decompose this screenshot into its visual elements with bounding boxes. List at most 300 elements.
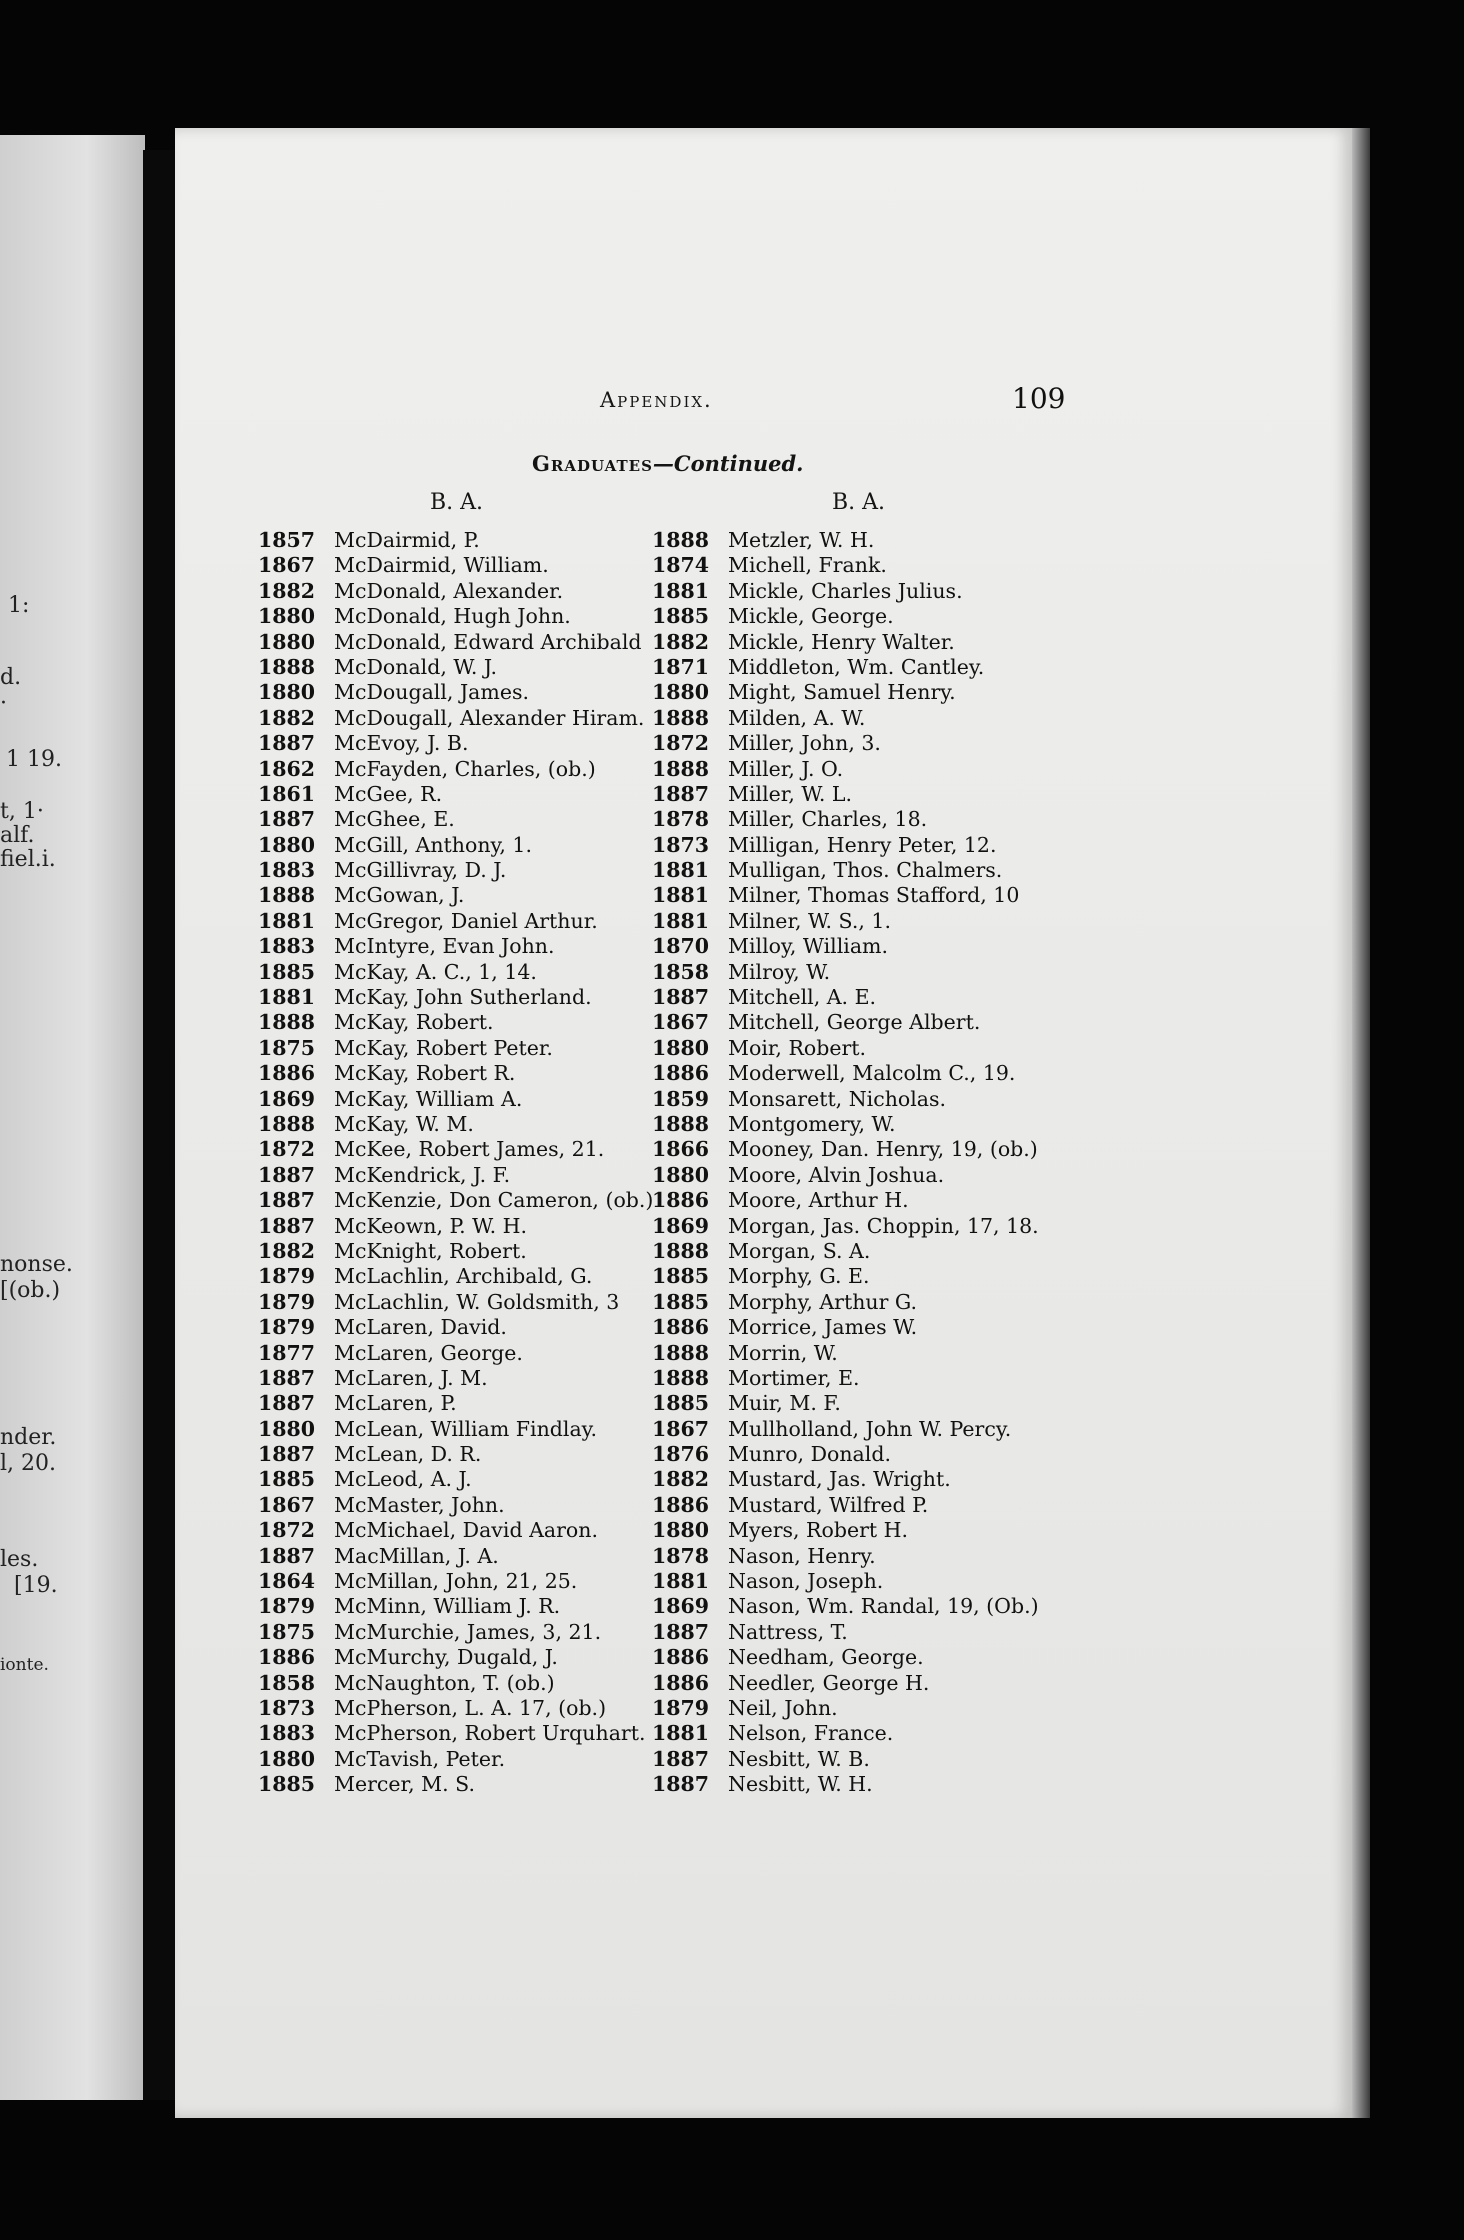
graduate-name: McPherson, L. A. 17, (ob.) — [334, 1695, 607, 1720]
graduate-entry — [258, 934, 678, 959]
graduate-name: Muir, M. F. — [728, 1391, 841, 1416]
graduation-year: 1879 — [652, 1695, 710, 1720]
graduation-year: 1888 — [652, 705, 710, 730]
graduation-year: 1880 — [258, 1416, 316, 1441]
graduate-entry — [258, 1264, 678, 1289]
graduate-entry — [258, 706, 678, 731]
graduation-year: 1887 — [652, 1746, 710, 1771]
graduation-year: 1887 — [652, 1619, 710, 1644]
graduate-entry — [258, 833, 678, 858]
graduate-entry — [652, 1264, 1112, 1289]
graduate-entry — [258, 553, 678, 578]
graduate-name: McEvoy, J. B. — [334, 731, 469, 756]
graduation-year: 1887 — [258, 731, 316, 756]
graduate-entry — [258, 883, 678, 908]
graduation-year: 1888 — [258, 1010, 316, 1035]
graduation-year: 1873 — [258, 1695, 316, 1720]
graduate-entry — [652, 858, 1112, 883]
graduation-year: 1881 — [652, 883, 710, 908]
graduate-name: McDougall, Alexander Hiram. — [334, 705, 645, 730]
graduate-name: McGhee, E. — [334, 807, 455, 832]
graduate-name: McFayden, Charles, (ob.) — [334, 756, 596, 781]
graduation-year: 1876 — [652, 1442, 710, 1467]
graduate-name: McMinn, William J. R. — [334, 1594, 561, 1619]
graduation-year: 1887 — [258, 1365, 316, 1390]
graduation-year: 1888 — [652, 528, 710, 552]
graduate-name: McMurchie, James, 3, 21. — [334, 1619, 602, 1644]
graduate-name: McKee, Robert James, 21. — [334, 1137, 605, 1162]
left-page-fragment: ionte. — [0, 1655, 49, 1675]
left-page-fragment: les. — [0, 1547, 39, 1572]
graduation-year: 1880 — [652, 1035, 710, 1060]
graduate-entry — [652, 1544, 1112, 1569]
graduation-year: 1867 — [258, 1492, 316, 1517]
page-number: 109 — [1012, 382, 1066, 415]
graduate-entry — [258, 1671, 678, 1696]
graduate-entry — [258, 1010, 678, 1035]
graduate-entry — [652, 1671, 1112, 1696]
graduate-entry — [258, 655, 678, 680]
running-head: Appendix. — [600, 388, 713, 412]
graduate-entry — [652, 1620, 1112, 1645]
graduate-name: Neil, John. — [728, 1695, 838, 1720]
page-edge-shadow — [1352, 128, 1370, 2118]
graduate-entry — [258, 1467, 678, 1492]
graduation-year: 1869 — [258, 1086, 316, 1111]
graduate-entry — [652, 1214, 1112, 1239]
graduation-year: 1885 — [652, 1264, 710, 1289]
graduation-year: 1881 — [258, 908, 316, 933]
graduate-entry — [258, 1772, 678, 1797]
graduation-year: 1867 — [258, 553, 316, 578]
left-graduates-column — [258, 528, 678, 1798]
graduation-year: 1885 — [258, 1467, 316, 1492]
left-page-fragment: fiel.i. — [0, 847, 56, 872]
graduate-name: Nason, Wm. Randal, 19, (Ob.) — [728, 1594, 1039, 1619]
graduate-name: Nason, Henry. — [728, 1543, 876, 1568]
graduate-name: Needler, George H. — [728, 1670, 930, 1695]
graduate-name: Morgan, Jas. Choppin, 17, 18. — [728, 1213, 1039, 1238]
graduate-name: McDonald, Edward Archibald — [334, 629, 642, 654]
graduate-entry — [652, 1112, 1112, 1137]
graduate-entry — [258, 1239, 678, 1264]
graduation-year: 1882 — [258, 578, 316, 603]
graduate-entry — [258, 1036, 678, 1061]
graduate-entry — [652, 1442, 1112, 1467]
graduate-entry — [258, 579, 678, 604]
graduate-name: Munro, Donald. — [728, 1442, 891, 1467]
graduation-year: 1887 — [258, 1213, 316, 1238]
graduate-name: Milligan, Henry Peter, 12. — [728, 832, 997, 857]
graduate-name: McMurchy, Dugald, J. — [334, 1645, 558, 1670]
graduation-year: 1880 — [258, 1746, 316, 1771]
graduate-name: McGee, R. — [334, 781, 443, 806]
graduate-name: Moore, Alvin Joshua. — [728, 1162, 945, 1187]
graduate-entry — [258, 1214, 678, 1239]
graduate-name: Morrin, W. — [728, 1340, 838, 1365]
graduate-entry — [652, 1010, 1112, 1035]
book-spine-gutter — [143, 150, 175, 2100]
graduate-entry — [652, 985, 1112, 1010]
graduation-year: 1886 — [652, 1670, 710, 1695]
graduation-year: 1873 — [652, 832, 710, 857]
graduate-name: Montgomery, W. — [728, 1111, 896, 1136]
graduate-entry — [258, 1341, 678, 1366]
graduate-entry — [652, 757, 1112, 782]
graduate-name: Mercer, M. S. — [334, 1772, 475, 1797]
graduate-entry — [258, 528, 678, 553]
graduation-year: 1869 — [652, 1594, 710, 1619]
graduate-name: McKay, William A. — [334, 1086, 523, 1111]
graduate-name: McKay, Robert Peter. — [334, 1035, 553, 1060]
graduate-name: McKay, John Sutherland. — [334, 985, 592, 1010]
graduate-entry — [652, 528, 1112, 553]
graduate-entry — [652, 731, 1112, 756]
graduate-name: McGill, Anthony, 1. — [334, 832, 532, 857]
graduation-year: 1886 — [652, 1315, 710, 1340]
graduate-entry — [258, 757, 678, 782]
graduate-entry — [652, 934, 1112, 959]
graduate-name: Milner, W. S., 1. — [728, 908, 891, 933]
left-page-fragment: nonse. — [0, 1252, 73, 1277]
graduate-name: Miller, W. L. — [728, 781, 853, 806]
graduate-name: McLachlin, Archibald, G. — [334, 1264, 593, 1289]
graduation-year: 1872 — [258, 1518, 316, 1543]
graduate-name: McKay, Robert. — [334, 1010, 494, 1035]
graduate-name: Morphy, Arthur G. — [728, 1289, 918, 1314]
left-column-heading: B. A. — [430, 490, 484, 515]
graduation-year: 1867 — [652, 1416, 710, 1441]
graduate-entry — [652, 604, 1112, 629]
graduate-entry — [258, 985, 678, 1010]
graduation-year: 1857 — [258, 528, 316, 552]
graduate-entry — [258, 782, 678, 807]
graduate-name: Mickle, Henry Walter. — [728, 629, 955, 654]
graduate-entry — [258, 1594, 678, 1619]
graduate-name: MacMillan, J. A. — [334, 1543, 499, 1568]
graduate-name: McKay, A. C., 1, 14. — [334, 959, 537, 984]
graduation-year: 1885 — [652, 1391, 710, 1416]
graduate-name: McNaughton, T. (ob.) — [334, 1670, 555, 1695]
graduate-name: McDonald, Hugh John. — [334, 604, 571, 629]
graduation-year: 1879 — [258, 1315, 316, 1340]
graduation-year: 1881 — [652, 578, 710, 603]
graduation-year: 1888 — [652, 756, 710, 781]
graduate-name: McDonald, Alexander. — [334, 578, 564, 603]
graduate-entry — [652, 1645, 1112, 1670]
graduate-name: McTavish, Peter. — [334, 1746, 506, 1771]
graduation-year: 1885 — [652, 604, 710, 629]
graduate-entry — [652, 1696, 1112, 1721]
graduate-name: McMillan, John, 21, 25. — [334, 1569, 578, 1594]
graduate-name: McDougall, James. — [334, 680, 529, 705]
graduation-year: 1887 — [258, 1442, 316, 1467]
graduate-name: McGillivray, D. J. — [334, 858, 507, 883]
graduate-name: McLaren, J. M. — [334, 1365, 488, 1390]
graduation-year: 1881 — [652, 908, 710, 933]
graduate-entry — [258, 1417, 678, 1442]
graduate-name: Milden, A. W. — [728, 705, 866, 730]
graduation-year: 1880 — [258, 680, 316, 705]
graduate-name: Mickle, Charles Julius. — [728, 578, 963, 603]
graduate-entry — [652, 1772, 1112, 1797]
graduation-year: 1880 — [258, 832, 316, 857]
graduate-entry — [258, 1442, 678, 1467]
graduate-entry — [258, 1569, 678, 1594]
graduation-year: 1882 — [652, 1467, 710, 1492]
graduate-entry — [652, 680, 1112, 705]
graduation-year: 1881 — [652, 1721, 710, 1746]
graduation-year: 1887 — [652, 781, 710, 806]
graduate-name: McDairmid, P. — [334, 528, 480, 552]
graduate-name: McKendrick, J. F. — [334, 1162, 511, 1187]
graduation-year: 1883 — [258, 934, 316, 959]
graduate-name: Nesbitt, W. H. — [728, 1772, 873, 1797]
graduate-name: McLaren, P. — [334, 1391, 457, 1416]
graduate-entry — [258, 1061, 678, 1086]
graduate-entry — [652, 1239, 1112, 1264]
graduate-entry — [652, 1493, 1112, 1518]
graduate-name: Middleton, Wm. Cantley. — [728, 654, 985, 679]
graduate-entry — [258, 1493, 678, 1518]
graduation-year: 1859 — [652, 1086, 710, 1111]
graduate-entry — [652, 1087, 1112, 1112]
graduation-year: 1880 — [652, 1162, 710, 1187]
graduation-year: 1888 — [652, 1340, 710, 1365]
graduation-year: 1880 — [258, 604, 316, 629]
graduate-name: Nattress, T. — [728, 1619, 848, 1644]
graduation-year: 1878 — [652, 1543, 710, 1568]
graduate-entry — [258, 1721, 678, 1746]
graduate-entry — [258, 1087, 678, 1112]
graduate-entry — [258, 1163, 678, 1188]
graduate-entry — [652, 553, 1112, 578]
graduate-entry — [258, 680, 678, 705]
graduate-name: Milloy, William. — [728, 934, 889, 959]
graduate-name: McLachlin, W. Goldsmith, 3 — [334, 1289, 620, 1314]
graduation-year: 1870 — [652, 934, 710, 959]
left-page-fragment: 1: — [8, 593, 30, 618]
graduate-entry — [652, 1366, 1112, 1391]
graduate-entry — [258, 604, 678, 629]
graduate-name: Mickle, George. — [728, 604, 894, 629]
graduate-entry — [258, 960, 678, 985]
graduation-year: 1869 — [652, 1213, 710, 1238]
graduate-name: Miller, John, 3. — [728, 731, 881, 756]
graduate-name: McKenzie, Don Cameron, (ob.) — [334, 1188, 654, 1213]
section-title-main: Graduates — [532, 451, 653, 476]
graduation-year: 1883 — [258, 858, 316, 883]
left-page-fragment: d. — [0, 665, 22, 690]
graduate-name: Nason, Joseph. — [728, 1569, 884, 1594]
graduation-year: 1886 — [652, 1188, 710, 1213]
graduate-entry — [652, 807, 1112, 832]
graduate-name: Mortimer, E. — [728, 1365, 860, 1390]
graduate-entry — [652, 655, 1112, 680]
left-page-fragment: [(ob.) — [0, 1278, 61, 1303]
graduation-year: 1877 — [258, 1340, 316, 1365]
graduate-name: McPherson, Robert Urquhart. — [334, 1721, 646, 1746]
graduate-name: Mooney, Dan. Henry, 19, (ob.) — [728, 1137, 1038, 1162]
graduate-entry — [652, 782, 1112, 807]
graduation-year: 1874 — [652, 553, 710, 578]
graduation-year: 1886 — [258, 1645, 316, 1670]
graduate-entry — [652, 1315, 1112, 1340]
graduate-entry — [258, 1315, 678, 1340]
graduation-year: 1872 — [652, 731, 710, 756]
graduate-entry — [652, 1569, 1112, 1594]
graduate-name: McLaren, George. — [334, 1340, 523, 1365]
graduate-entry — [652, 1594, 1112, 1619]
graduation-year: 1887 — [652, 1772, 710, 1797]
graduation-year: 1879 — [258, 1264, 316, 1289]
graduate-entry — [652, 1061, 1112, 1086]
graduate-entry — [258, 1518, 678, 1543]
graduation-year: 1888 — [258, 654, 316, 679]
graduation-year: 1867 — [652, 1010, 710, 1035]
graduate-entry — [258, 858, 678, 883]
graduate-name: Myers, Robert H. — [728, 1518, 909, 1543]
graduation-year: 1882 — [258, 705, 316, 730]
graduate-name: Mullholland, John W. Percy. — [728, 1416, 1012, 1441]
graduation-year: 1881 — [652, 858, 710, 883]
graduation-year: 1888 — [652, 1111, 710, 1136]
graduate-name: Mustard, Wilfred P. — [728, 1492, 929, 1517]
graduate-entry — [652, 630, 1112, 655]
graduate-name: Metzler, W. H. — [728, 528, 875, 552]
left-page-fragment: [19. — [14, 1573, 58, 1598]
graduate-name: McIntyre, Evan John. — [334, 934, 555, 959]
graduate-name: Morrice, James W. — [728, 1315, 918, 1340]
graduate-name: McKay, Robert R. — [334, 1061, 516, 1086]
graduate-name: Milner, Thomas Stafford, 10 — [728, 883, 1020, 908]
graduate-name: Milroy, W. — [728, 959, 831, 984]
graduation-year: 1879 — [258, 1594, 316, 1619]
graduate-entry — [652, 706, 1112, 731]
graduation-year: 1887 — [652, 985, 710, 1010]
graduation-year: 1882 — [258, 1238, 316, 1263]
graduate-entry — [652, 1747, 1112, 1772]
graduate-entry — [652, 1036, 1112, 1061]
graduate-name: Moir, Robert. — [728, 1035, 867, 1060]
graduate-entry — [652, 1137, 1112, 1162]
graduate-name: McKeown, P. W. H. — [334, 1213, 528, 1238]
graduation-year: 1888 — [258, 1111, 316, 1136]
graduate-name: McLean, William Findlay. — [334, 1416, 598, 1441]
graduate-name: Moderwell, Malcolm C., 19. — [728, 1061, 1016, 1086]
left-page-fragment: nder. — [0, 1425, 57, 1450]
left-page-fragment: alf. — [0, 823, 35, 848]
graduate-name: Might, Samuel Henry. — [728, 680, 956, 705]
graduate-entry — [652, 579, 1112, 604]
graduate-entry — [258, 1188, 678, 1213]
graduate-name: McKnight, Robert. — [334, 1238, 527, 1263]
graduate-name: Nelson, France. — [728, 1721, 894, 1746]
graduate-entry — [258, 1290, 678, 1315]
graduate-name: Miller, Charles, 18. — [728, 807, 928, 832]
graduate-entry — [652, 960, 1112, 985]
left-facing-page — [0, 135, 145, 2100]
graduate-entry — [258, 1620, 678, 1645]
graduation-year: 1880 — [652, 680, 710, 705]
graduation-year: 1858 — [652, 959, 710, 984]
graduate-entry — [652, 883, 1112, 908]
graduation-year: 1881 — [258, 985, 316, 1010]
graduate-name: Mitchell, A. E. — [728, 985, 877, 1010]
graduate-entry — [652, 1467, 1112, 1492]
graduation-year: 1862 — [258, 756, 316, 781]
graduation-year: 1887 — [258, 1162, 316, 1187]
graduate-entry — [258, 1544, 678, 1569]
graduation-year: 1886 — [258, 1061, 316, 1086]
graduate-entry — [258, 909, 678, 934]
graduate-entry — [652, 1188, 1112, 1213]
graduation-year: 1878 — [652, 807, 710, 832]
graduation-year: 1880 — [258, 629, 316, 654]
graduation-year: 1886 — [652, 1061, 710, 1086]
graduation-year: 1883 — [258, 1721, 316, 1746]
graduate-entry — [652, 1391, 1112, 1416]
graduate-entry — [258, 630, 678, 655]
graduate-entry — [652, 1721, 1112, 1746]
graduation-year: 1887 — [258, 1188, 316, 1213]
graduation-year: 1875 — [258, 1035, 316, 1060]
graduate-name: Morgan, S. A. — [728, 1238, 871, 1263]
graduation-year: 1872 — [258, 1137, 316, 1162]
graduate-entry — [258, 1391, 678, 1416]
graduation-year: 1887 — [258, 1543, 316, 1568]
left-page-fragment: · — [0, 691, 7, 716]
graduation-year: 1888 — [258, 883, 316, 908]
graduate-entry — [258, 1112, 678, 1137]
graduate-name: Moore, Arthur H. — [728, 1188, 909, 1213]
graduation-year: 1885 — [652, 1289, 710, 1314]
graduate-entry — [258, 1645, 678, 1670]
graduate-entry — [652, 1290, 1112, 1315]
graduate-entry — [258, 807, 678, 832]
graduation-year: 1886 — [652, 1645, 710, 1670]
graduate-entry — [652, 909, 1112, 934]
graduation-year: 1866 — [652, 1137, 710, 1162]
graduate-entry — [652, 1163, 1112, 1188]
graduation-year: 1879 — [258, 1289, 316, 1314]
graduation-year: 1871 — [652, 654, 710, 679]
graduate-name: Miller, J. O. — [728, 756, 844, 781]
graduation-year: 1888 — [652, 1365, 710, 1390]
graduate-entry — [258, 1366, 678, 1391]
left-page-fragment: 1 19. — [6, 747, 62, 772]
graduate-entry — [652, 1341, 1112, 1366]
graduation-year: 1885 — [258, 959, 316, 984]
graduate-name: Needham, George. — [728, 1645, 924, 1670]
graduate-name: Mustard, Jas. Wright. — [728, 1467, 951, 1492]
graduation-year: 1858 — [258, 1670, 316, 1695]
graduation-year: 1886 — [652, 1492, 710, 1517]
graduate-name: McKay, W. M. — [334, 1111, 474, 1136]
graduate-name: Morphy, G. E. — [728, 1264, 870, 1289]
graduate-name: McMichael, David Aaron. — [334, 1518, 598, 1543]
graduate-name: McGowan, J. — [334, 883, 465, 908]
graduation-year: 1887 — [258, 1391, 316, 1416]
graduation-year: 1881 — [652, 1569, 710, 1594]
graduate-entry — [652, 1518, 1112, 1543]
graduation-year: 1875 — [258, 1619, 316, 1644]
graduate-name: McLeod, A. J. — [334, 1467, 472, 1492]
left-page-fragment: l, 20. — [0, 1451, 57, 1476]
graduation-year: 1880 — [652, 1518, 710, 1543]
graduate-name: McMaster, John. — [334, 1492, 505, 1517]
graduation-year: 1864 — [258, 1569, 316, 1594]
